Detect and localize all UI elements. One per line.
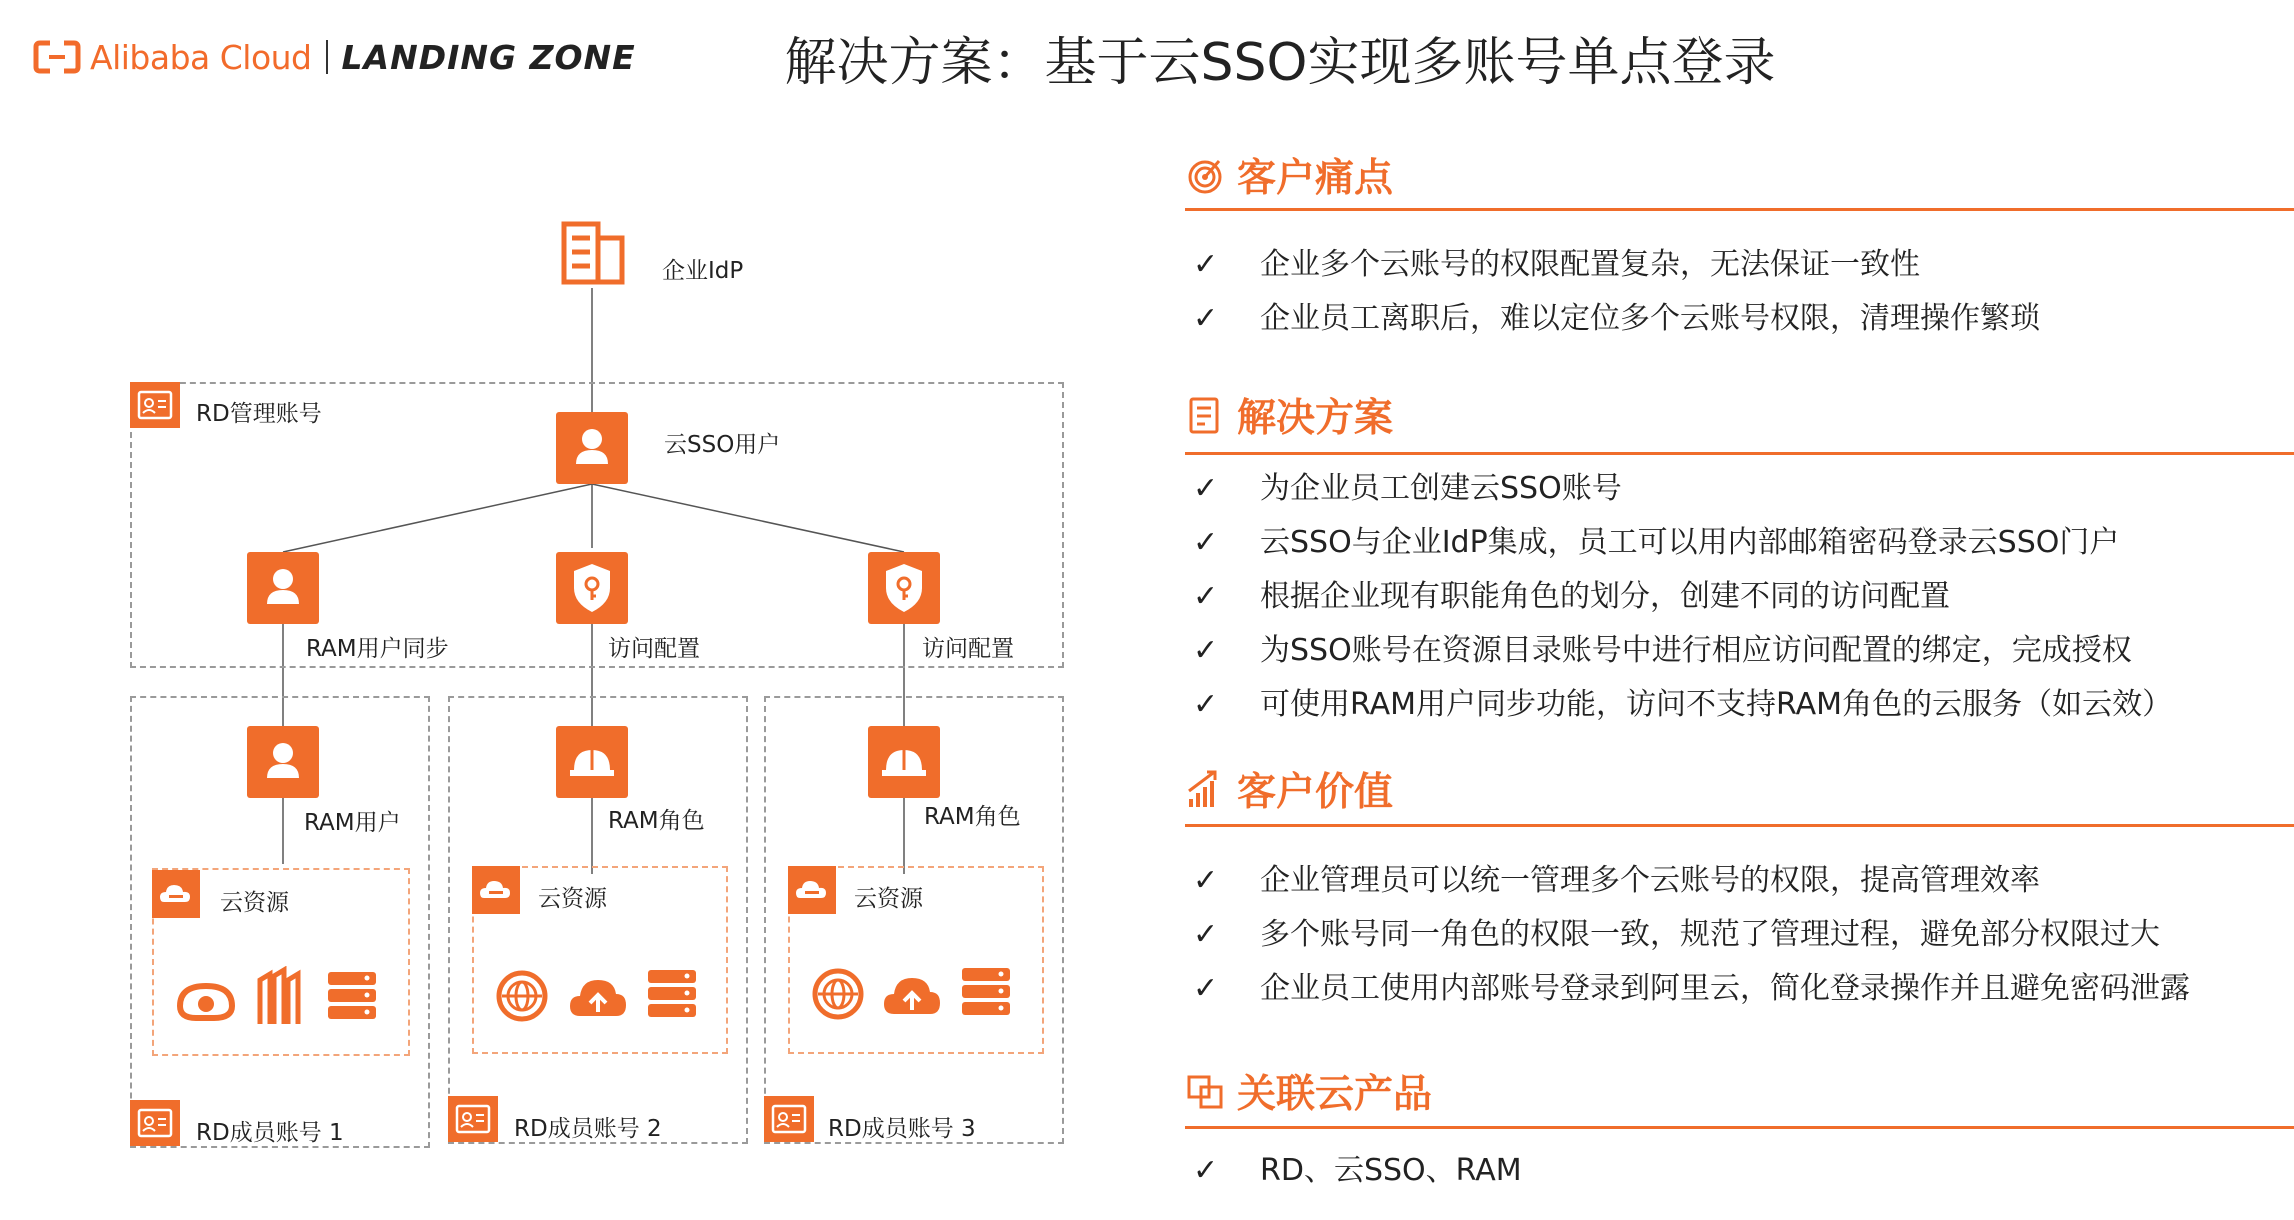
account-icon (130, 382, 180, 428)
building-icon (560, 220, 628, 288)
account-icon (764, 1096, 814, 1142)
helmet-icon (868, 726, 940, 798)
ram-role-label-1: RAM角色 (608, 808, 705, 834)
list-item (1185, 624, 2172, 678)
shield-key-icon (868, 552, 940, 624)
check-icon: ✓ (1193, 471, 1219, 506)
check-icon: ✓ (1193, 247, 1219, 282)
cloud-eye-icon (174, 968, 238, 1032)
cloud-resource-label-2: 云资源 (538, 886, 607, 912)
list-item-text: 云SSO与企业IdP集成，员工可以用内部邮箱密码登录云SSO门户 (1260, 525, 2120, 560)
related-products-title: 关联云产品 (1237, 1072, 1433, 1117)
brand-name: Alibaba Cloud (90, 37, 312, 77)
solution-list (1185, 462, 2172, 732)
related-products-list (1185, 1144, 1522, 1198)
server-icon (958, 964, 1014, 1020)
list-item (1185, 908, 2190, 962)
check-icon: ✓ (1193, 863, 1219, 898)
cloud-resource-label-3: 云资源 (854, 886, 923, 912)
list-item-text: 为SSO账号在资源目录账号中进行相应访问配置的绑定，完成授权 (1260, 633, 2132, 668)
solution-section (1185, 384, 2294, 722)
check-icon: ✓ (1193, 687, 1219, 722)
pain-points-divider (1185, 208, 2294, 211)
customer-value-divider (1185, 824, 2294, 827)
globe-icon (810, 966, 866, 1022)
server-icon (644, 966, 700, 1022)
helmet-icon (556, 726, 628, 798)
page-title: 解决方案：基于云SSO实现多账号单点登录 (784, 33, 1776, 93)
globe-icon (494, 968, 550, 1024)
database-tower-icon (252, 966, 308, 1030)
list-item (1185, 962, 2190, 1016)
cloud-resource-icon (472, 866, 520, 914)
list-item-text: 可使用RAM用户同步功能，访问不支持RAM角色的云服务（如云效） (1260, 687, 2173, 722)
check-icon: ✓ (1193, 633, 1219, 668)
ram-user-label: RAM用户 (304, 810, 401, 836)
solution-title: 解决方案 (1237, 396, 1394, 441)
solution-divider (1185, 452, 2294, 455)
user-icon (556, 412, 628, 484)
customer-value-list (1185, 854, 2190, 1016)
check-icon: ✓ (1193, 579, 1219, 614)
rd-member-account-label-1: RD成员账号 1 (196, 1120, 344, 1146)
related-products-header (1185, 1060, 2294, 1122)
account-icon (130, 1100, 180, 1146)
check-icon: ✓ (1193, 1153, 1219, 1188)
list-item-text: RD、云SSO、RAM (1260, 1153, 1522, 1188)
growth-chart-icon (1185, 769, 1225, 809)
check-icon: ✓ (1193, 917, 1219, 952)
pain-points-list (1185, 238, 2040, 346)
list-item-text: 为企业员工创建云SSO账号 (1260, 471, 1622, 506)
list-item (1185, 570, 2172, 624)
related-products-section (1185, 1060, 2294, 1188)
rd-management-account-label: RD管理账号 (196, 401, 322, 427)
pain-points-section (1185, 144, 2294, 336)
list-item-text: 企业员工使用内部账号登录到阿里云，简化登录操作并且避免密码泄露 (1260, 971, 2190, 1006)
user-icon (247, 552, 319, 624)
cloud-sso-user-label: 云SSO用户 (664, 432, 781, 458)
customer-value-header (1185, 758, 2294, 820)
list-item (1185, 292, 2040, 346)
cloud-resource-icon (788, 866, 836, 914)
list-item (1185, 238, 2040, 292)
cloud-upload-icon (880, 964, 944, 1020)
user-icon (247, 726, 319, 798)
cloud-upload-icon (566, 966, 630, 1022)
document-list-icon (1185, 395, 1225, 435)
pain-points-header (1185, 144, 2294, 206)
access-config-label-2: 访问配置 (922, 636, 1014, 662)
product-name: LANDING ZONE (341, 37, 636, 77)
list-item-text: 企业员工离职后，难以定位多个云账号权限，清理操作繁琐 (1260, 301, 2040, 336)
list-item (1185, 1144, 1522, 1198)
list-item (1185, 516, 2172, 570)
solution-header (1185, 384, 2294, 446)
cloud-resource-label-1: 云资源 (220, 890, 289, 916)
list-item-text: 多个账号同一角色的权限一致，规范了管理过程，避免部分权限过大 (1260, 917, 2160, 952)
pain-points-title: 客户痛点 (1237, 156, 1394, 201)
check-icon: ✓ (1193, 301, 1219, 336)
list-item (1185, 854, 2190, 908)
customer-value-section (1185, 758, 2294, 1006)
check-icon: ✓ (1193, 525, 1219, 560)
rd-member-account-label-2: RD成员账号 2 (514, 1116, 662, 1142)
related-products-divider (1185, 1126, 2294, 1129)
account-icon (448, 1096, 498, 1142)
server-icon (324, 968, 380, 1024)
shield-key-icon (556, 552, 628, 624)
list-item-text: 企业管理员可以统一管理多个云账号的权限，提高管理效率 (1260, 863, 2040, 898)
target-icon (1185, 155, 1225, 195)
rd-member-account-label-3: RD成员账号 3 (828, 1116, 976, 1142)
list-item (1185, 678, 2172, 732)
list-item (1185, 462, 2172, 516)
access-config-label-1: 访问配置 (608, 636, 700, 662)
check-icon: ✓ (1193, 971, 1219, 1006)
list-item-text: 根据企业现有职能角色的划分，创建不同的访问配置 (1260, 579, 1950, 614)
customer-value-title: 客户价值 (1237, 770, 1394, 815)
ram-user-sync-label: RAM用户同步 (306, 636, 449, 662)
enterprise-idp-label: 企业IdP (662, 258, 744, 284)
list-item-text: 企业多个云账号的权限配置复杂，无法保证一致性 (1260, 247, 1920, 282)
linked-squares-icon (1185, 1071, 1225, 1111)
ram-role-label-2: RAM角色 (924, 804, 1021, 830)
cloud-resource-icon (152, 870, 200, 918)
